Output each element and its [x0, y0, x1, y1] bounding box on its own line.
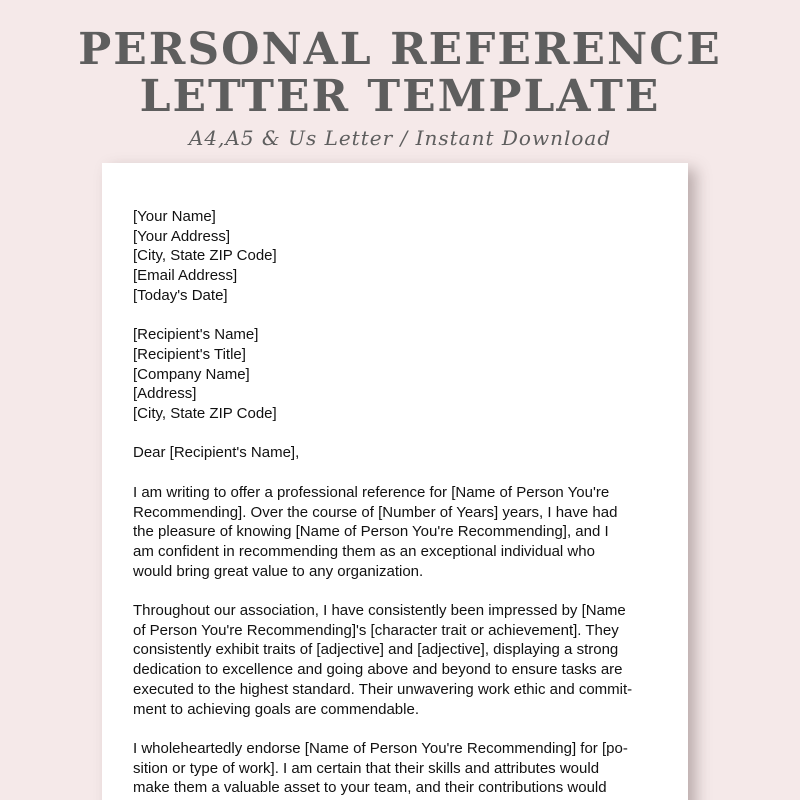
paragraph-line: make them a valuable asset to your team, and their contributions would: [133, 779, 607, 797]
paragraph-line: executed to the highest standard. Their unwavering work ethic and commit-: [133, 680, 633, 698]
sender-line: [Your Name]: [133, 208, 216, 225]
paragraph-line: ment to achieving goals are commendable.: [133, 700, 419, 718]
paragraph-1: [133, 483, 658, 582]
letter-sheet: [102, 163, 688, 800]
recipient-line: [Address]: [133, 385, 197, 403]
header: [0, 26, 800, 150]
paragraph-line: consistently exhibit traits of [adjective] and [adjective], displaying a strong: [133, 641, 619, 659]
paragraph-line: dedication to excellence and going above and beyond to ensure tasks are: [133, 661, 623, 679]
paragraph-line: of Person You're Recommending]'s [character trait or achievement]. They: [133, 621, 619, 639]
paragraph-line: I wholeheartedly endorse [Name of Person You're Recommending] for [po-: [133, 739, 628, 757]
recipient-line: [Recipient's Title]: [133, 345, 246, 363]
paragraph-line: the pleasure of knowing [Name of Person You're Recommending], and I: [133, 523, 609, 541]
recipient-block: [133, 325, 658, 424]
paragraph-line: would bring great value to any organization.: [133, 562, 424, 580]
recipient-line: [City, State ZIP Code]: [133, 405, 277, 423]
title-line-1: PERSONAL REFERENCE: [78, 24, 722, 75]
sender-block: [133, 207, 658, 306]
title-line-2: LETTER TEMPLATE: [139, 71, 661, 122]
paragraph-line: sition or type of work]. I am certain that their skills and attributes would: [133, 759, 600, 777]
salutation: [133, 443, 658, 463]
paragraph-3: [133, 739, 658, 798]
paragraph-line: I am writing to offer a professional reference for [Name of Person You're: [133, 483, 610, 501]
recipient-line: [Recipient's Name]: [133, 326, 259, 344]
sender-line: [Today's Date]: [133, 286, 228, 304]
sender-line: [Your Address]: [133, 227, 231, 245]
paragraph-line: Throughout our association, I have consistently been impressed by [Name: [133, 602, 626, 619]
subtitle: A4,A5 & Us Letter / Instant Download: [188, 126, 612, 150]
recipient-line: [Company Name]: [133, 365, 250, 383]
sender-line: [City, State ZIP Code]: [133, 247, 277, 265]
paragraph-line: am confident in recommending them as an exceptional individual who: [133, 542, 595, 560]
sender-line: [Email Address]: [133, 267, 238, 285]
salutation-text: Dear [Recipient's Name],: [133, 444, 300, 462]
paragraph-2: [133, 601, 658, 719]
paragraph-line: Recommending]. Over the course of [Number of Years] years, I have had: [133, 503, 618, 521]
